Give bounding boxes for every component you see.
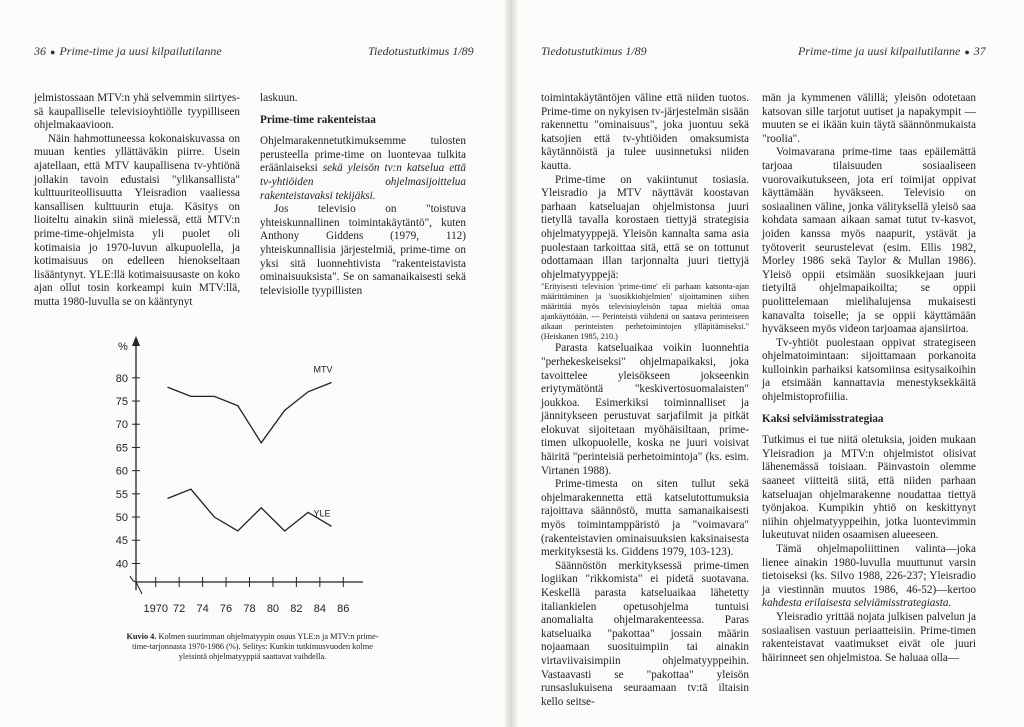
series-label-yle: YLE	[313, 508, 331, 519]
x-tick-label: 80	[266, 603, 280, 615]
y-tick-label: 70	[115, 419, 128, 432]
emphasis-text: kahdesta erilaisesta selviämisstrategiasta.	[762, 597, 952, 610]
paragraph: Prime-time on vakiintunut tosiasia. Yleisradio ja MTV näyttävät koostavan parhaan katseluajan ohjelmistonsa juuri tietyllä tavalla korostaen tiettyjä strategisia ohjelmatyyppejä. Yleisön kannalta sama asia puolestaan tarkoittaa sitä, että se on tottunut odottamaan illan tarjonnalta juuri tiettyjä ohjelmatyyppejä:	[541, 173, 749, 281]
y-tick-label: 65	[115, 442, 128, 455]
right-running-title: Prime-time ja uusi kilpailutilanne	[798, 44, 961, 58]
block-quote: "Erityisesti television 'prime-time' eli parhaan katsonta-ajan määrittäminen ja 'suosikkiohjelmien' sijoittaminen siihen määrittää myös televisioyleisön tapaa mieltää omaa ajankäyttöään. --- Perinteistä viihdettä on saatava perinteiseen aikaan perinteisten perhetoimintojen ylläpitämiseksi." (Heiskanen 1985, 210.)	[541, 282, 749, 342]
left-column-1	[34, 92, 240, 310]
paragraph: Prime-timesta on siten tullut sekä ohjelmarakennetta että katselutottumuksia rajoittava säännöstö, mutta samanaikaisesti myös toimintamppäristö ja "voimavara" (rakenteistavien ominaisuuksien kaksinaisesta merkityksestä ks. Giddens 1979, 103-123).	[541, 478, 749, 559]
right-page-header	[798, 44, 986, 59]
paragraph: män ja kymmenen välillä; yleisön odotetaan katsovan sille tarjotut uutiset ja napakympit — muuten se ei ikään kuin täytä säännönmukaista "roolia".	[762, 92, 976, 145]
paragraph-text: Ohjelmarakennetutkimuksemme tulosten perusteella prime-time on luontevaa tulkita eräänlaiseksi	[260, 135, 466, 175]
paragraph: toimintakäytäntöjen väline että niiden tuotos. Prime-time on nykyisen tv-järjestelmän sisään rakennettu "ominaisuus", joka juontuu sekä katsojien että tv-yhtiöiden omaksumista käytännöistä ja tulee uusinnetuksi niiden kautta.	[541, 92, 749, 172]
series-label-mtv: MTV	[313, 364, 333, 375]
paragraph: jelmistossaan MTV:n yhä selvemmin siirtyes-sä kaupalliselle televisioyhtiölle tyypilliseen ohjelmakaavioon.	[34, 92, 240, 132]
x-tick-label: 78	[243, 603, 256, 615]
paragraph: Yleisradio yrittää nojata julkisen palvelun ja sosiaalisen vastuun periaatteisiin. Prime-timen rakenteistavat vaatimukset eivät ole juuri häirinneet sen ohjelmistoa. Se haluaa olla—	[762, 610, 976, 664]
x-tick-label: 76	[219, 603, 233, 615]
y-tick-label: 60	[115, 465, 128, 478]
x-tick-label: 1970	[143, 603, 168, 615]
emphasis-text: sekä yleisön tv:n katselua että tv-yhtiöiden ohjelmasijoittelua rakenteistavaksi tekijäksi.	[260, 162, 466, 202]
left-running-title: Prime-time ja uusi kilpailutilanne	[59, 44, 222, 58]
y-tick-label: 45	[115, 535, 128, 548]
book-gutter	[505, 0, 517, 727]
right-journal-header: Tiedotustutkimus 1/89	[541, 44, 647, 58]
paragraph	[762, 543, 976, 611]
figure-caption	[120, 632, 385, 662]
right-page-number: 37	[973, 44, 986, 58]
series-line-mtv	[167, 382, 331, 442]
x-tick-label: 86	[337, 603, 350, 615]
figure-caption-label: Kuvio 4.	[126, 632, 157, 641]
y-tick-label: 55	[115, 488, 128, 501]
x-tick-label: 82	[290, 603, 303, 615]
left-page-header	[34, 44, 222, 59]
paragraph-text: Tämä ohjelmapoliittinen valinta—joka lienee ainakin 1980-luvulla muuttunut varsin tietoiseksi (ks. Silvo 1988, 226-237; Yleisradio ja viestinnän muutos 1986, 46-52)—kertoo	[762, 543, 976, 596]
header-bullet: ●	[50, 47, 56, 57]
y-axis-arrow	[132, 336, 140, 346]
left-journal-header: Tiedotustutkimus 1/89	[368, 44, 474, 58]
section-heading: Kaksi selviämisstrategiaa	[762, 412, 884, 425]
y-tick-label: 50	[115, 512, 128, 525]
paragraph: Parasta katseluaikaa voikin luonnehtia "perhekeskeiseksi" ohjelmapaikaksi, joka tavoittelee yleisökseen jokseenkin eriytymätöntä "keskivertosuomalaisten" joukkoa. Esimerkiksi toiminnalliset ja jännitykseen perustuvat sarjafilmit ja pitkät elokuvat sijoitetaan myöhäisiltaan, prime-timen ulkopuolelle, koska ne juuri voisivat häiritä "perinteisiä perhetoimintoja" (ks. esim. Virtanen 1988).	[541, 342, 749, 477]
left-page-number: 36	[34, 44, 46, 58]
paragraph: Jos televisio on "toistuva yhteiskunnallinen toimintakäytäntö", kuten Anthony Giddens (1979, 112) yhteiskunnallisia järjestelmiä, prime-time on yksi sitä luonnehtivista "rakenteistavista ominaisuuksista". Se on samanaikaisesti sekä televisiolle tyypillisten	[260, 203, 466, 297]
section-heading: Prime-time rakenteistaa	[260, 113, 376, 126]
paragraph: laskuun.	[260, 92, 298, 104]
line-chart	[100, 330, 370, 625]
header-bullet: ●	[964, 47, 970, 57]
y-tick-label: 80	[115, 372, 128, 385]
paragraph: Tutkimus ei tue niitä oletuksia, joiden mukaan Yleisradion ja MTV:n ohjelmistot olisivat lähenemässä toisiaan. Päinvastoin olemme saaneet viitteitä siitä, että niiden parhaan katseluajan ohjelmarakenne noudattaa tiettyä työnjakoa. Kumpikin yhtiö on keskittynyt niihin ohjelmatyyppeihin, jotka luontevimmin lukeutuvat niiden osaamisen alueeseen.	[762, 434, 976, 542]
paragraph: Säännöstön merkityksessä prime-timen logiikan "rikkomista" ei pidetä suotavana. Keskellä parasta katseluaikaa lähetetty italiankielen opetusohjelma tuntuisi anomalialta ohjelmarakenteessa. Paras katseluaika "pakottaa" jossain määrin nojaamaan suosituimpiin tai ainakin virtaviivaisimpiin ohjelmatyyppeihin. Vastaavasti se "pakottaa" yleisön runsaslukuisena seuraamaan tv:tä iltaisin kello seitse-	[541, 559, 749, 708]
paragraph: Tv-yhtiöt puolestaan oppivat strategiseen ohjelmatoimintaan: sijoittamaan porkanoita kulloinkin parhaiksi katsomiinsa esitysaikoihin ja etsimään kannattavia menestyksekkäitä ohjelmistoprofiilia.	[762, 336, 976, 404]
y-tick-label: 75	[115, 396, 128, 409]
y-axis-label: %	[118, 341, 128, 353]
figure-caption-text: Kolmen suurimman ohjelmatyypin osuus YLE:n ja MTV:n prime-time-tarjonnasta 1970-1986 (%). Selitys: Kunkin tutkimusvuoden kolme yleisintä ohjelmatyyppiä saattavat vaihdella.	[132, 632, 379, 661]
right-column-1	[541, 92, 749, 709]
right-column-2	[762, 92, 976, 665]
paragraph	[260, 135, 466, 203]
paragraph: Näin hahmottuneessa kokonaiskuvassa on muuan kenties yllättäväkin piirre. Usein ajatellaan, että MTV kaupallisena tv-yhtiönä jollakin tavoin edustaisi "ylikansallista" kulttuuriteollisuutta Yleisradion vaaliessa kansallisen kulttuurin etuja. Käsitys on lioiteltu ainakin siinä mielessä, että MTV:n prime-time-ohjelmista yli puolet oli kotimaisia jo 1970-luvun alkupuolella, ja kotimaisuus on edelleen hienokseltaan lisääntynyt. YLE:llä kotimaisuusaste on koko ajan ollut tosin korkeampi kuin MTV:llä, mutta 1980-luvulla se on kääntynyt	[34, 132, 240, 308]
left-column-2	[260, 92, 466, 298]
x-tick-label: 72	[173, 603, 186, 615]
x-tick-label: 84	[313, 603, 326, 615]
y-tick-label: 40	[115, 558, 128, 571]
paragraph: Voimavarana prime-time taas epäilemättä tarjoaa tilaisuuden sosiaaliseen vuorovaikutukseen, jota eri toimijat oppivat käyttämään hyväkseen. Televisio on sosiaalinen väline, jonka välityksellä yleisö saa kohdata samaan aikaan samat tutut tv-kasvot, joiden kanssa myös naapurit, ystävät ja työtoverit seurustelevat (esim. Ellis 1982, Morley 1986 sekä Taylor & Mullan 1986). Yleisö oppii etsimään suosikkejaan juuri tietyiltä ohjelmapaikoilta; se oppii puolittelemaan mielihalujensa mukaisesti kanavalta toiselle; ja se oppii käyttämään hyväkseen myös videon tarjoamaa ajansiirtoa.	[762, 146, 976, 336]
x-tick-label: 74	[196, 603, 209, 615]
series-line-yle	[167, 489, 331, 531]
